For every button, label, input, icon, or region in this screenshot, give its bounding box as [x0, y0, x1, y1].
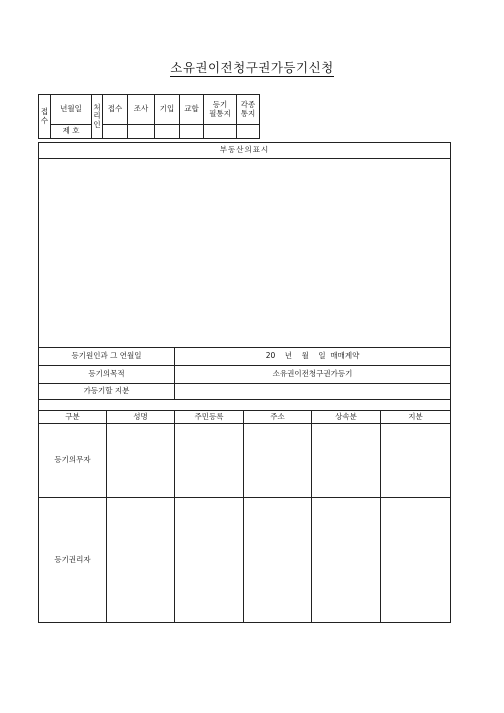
stamp-box-collation [180, 125, 204, 139]
stamp-box-entry [155, 125, 180, 139]
obligor-label: 등기의무자 [39, 424, 107, 498]
holder-share-cell[interactable] [381, 498, 451, 623]
cause-value[interactable]: 20 년 월 일 매매계약 [175, 348, 451, 366]
purpose-label: 등기의목적 [39, 366, 175, 384]
form-title: 소유권이전청구권가등기신청 [170, 60, 334, 75]
spacer-row [39, 400, 451, 411]
holder-resident-cell[interactable] [175, 498, 244, 623]
application-table [38, 142, 451, 623]
table-row [39, 498, 451, 623]
date-label: 년월일 [51, 95, 92, 125]
purpose-value[interactable]: 소유권이전청구권가등기 [175, 366, 451, 384]
property-description-area[interactable] [39, 159, 451, 348]
stamp-box-reception [103, 125, 128, 139]
stamp-box-notice [204, 125, 237, 139]
receipt-stamp-table [38, 94, 260, 139]
share-label: 가등기할 지분 [39, 384, 175, 400]
holder-name-cell[interactable] [107, 498, 175, 623]
cause-label: 등기원인과 그 연월일 [39, 348, 175, 366]
col-share: 지분 [381, 411, 451, 424]
obligor-resident-cell[interactable] [175, 424, 244, 498]
obligor-inheritance-cell[interactable] [312, 424, 381, 498]
col-address: 주소 [244, 411, 312, 424]
obligor-name-cell[interactable] [107, 424, 175, 498]
holder-address-cell[interactable] [244, 498, 312, 623]
obligor-share-cell[interactable] [381, 424, 451, 498]
number-label: 제 호 [51, 125, 92, 139]
receipt-col-inspection: 조사 [128, 95, 155, 125]
stamp-box-inspection [128, 125, 155, 139]
processor-label: 처 리 인 [92, 95, 103, 139]
col-inheritance-share: 상속분 [312, 411, 381, 424]
receipt-col-collation: 교합 [180, 95, 204, 125]
receipt-col-entry: 기입 [155, 95, 180, 125]
property-header: 부동산의표시 [39, 143, 451, 159]
receipt-col-reception: 접수 [103, 95, 128, 125]
col-division: 구분 [39, 411, 107, 424]
holder-label: 등기권리자 [39, 498, 107, 623]
col-resident-number: 주민등록 [175, 411, 244, 424]
receipt-col-various: 각종 통지 [237, 95, 260, 125]
table-row [39, 424, 451, 498]
stamp-box-various [237, 125, 260, 139]
holder-inheritance-cell[interactable] [312, 498, 381, 623]
col-name: 성명 [107, 411, 175, 424]
share-value[interactable] [175, 384, 451, 400]
receipt-col-notice: 등기 필통지 [204, 95, 237, 125]
obligor-address-cell[interactable] [244, 424, 312, 498]
reception-label: 접 수 [39, 95, 51, 139]
